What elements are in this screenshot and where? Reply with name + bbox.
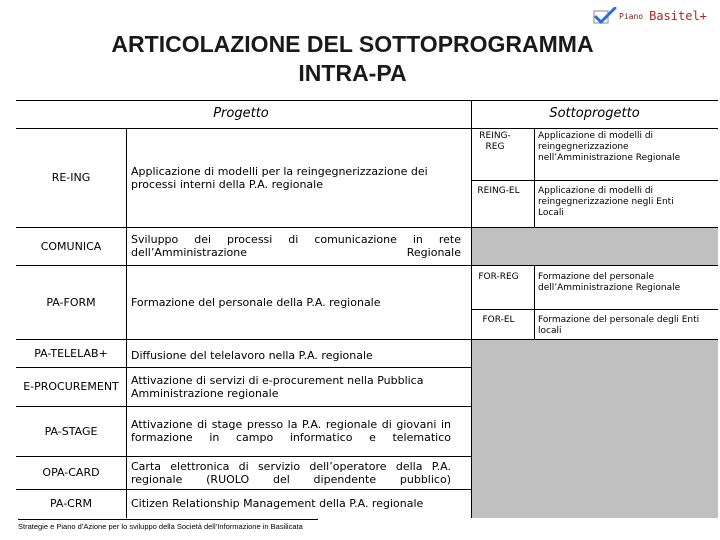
row-code-e-procurement: E-PROCUREMENT (23, 379, 119, 393)
sub-code-for-reg: FOR-REG (478, 272, 519, 282)
row-code-re-ing: RE-ING (51, 171, 91, 184)
row-code-pa-form: PA-FORM (46, 295, 96, 309)
sub-desc-reing-reg: Applicazione di modelli di reingegnerizzazione nell’Amministrazione Regionale (538, 131, 681, 163)
row-desc-pa-crm: Citizen Relationship Management della P.A. regionale (131, 497, 424, 510)
sub-code-reing-reg: REING-REG (479, 131, 511, 152)
page-title (0, 30, 705, 88)
row-desc-pa-telelab: Diffusione del telelavoro nella P.A. regionale (131, 348, 373, 362)
header-bottom-border (16, 128, 718, 129)
articulation-table (16, 100, 718, 518)
row-border-3 (16, 339, 718, 340)
sub-desc-reing-el: Applicazione di modelli di reingegnerizzazione negli Enti Locali (538, 186, 674, 218)
row-border-5 (16, 406, 471, 407)
row-border-6 (16, 456, 471, 457)
sub-border-for (471, 309, 718, 310)
row-border-7 (16, 489, 471, 490)
row-code-comunica: COMUNICA (40, 239, 102, 253)
logo-brand-text: Basitel+ (649, 9, 707, 23)
sub-border-reing (471, 180, 718, 181)
row-border-1 (16, 227, 718, 228)
sub-desc-for-reg: Formazione del personale dell’Amministrazione Regionale (538, 272, 681, 293)
title-line-2: INTRA-PA (298, 60, 407, 86)
empty-cell-comunica (471, 227, 718, 265)
row-border-4 (16, 367, 471, 368)
sub-code-reing-el: REING-EL (477, 186, 520, 196)
sub-code-for-el: FOR-EL (482, 315, 515, 325)
row-desc-pa-form: Formazione del personale della P.A. regionale (131, 295, 381, 309)
basitel-logo (593, 6, 715, 26)
row-code-pa-crm: PA-CRM (50, 497, 92, 510)
empty-cell-rest (471, 339, 718, 518)
header-progetto: Progetto (213, 106, 269, 121)
table-top-border (16, 100, 718, 101)
col-border-sub (534, 128, 535, 227)
logo-piano-text: Piano (619, 11, 644, 21)
row-desc-e-procurement: Attivazione di servizi di e-procurement nella Pubblica Amministrazione regionale (131, 373, 424, 400)
row-desc-opa-card: Carta elettronica di servizio dell’operatore della P.A. regionale (RUOLO del dipendente pubblico) (131, 459, 451, 486)
col-border-2 (471, 100, 472, 518)
sub-desc-for-el: Formazione del personale degli Enti locali (538, 315, 700, 336)
row-desc-re-ing: Applicazione di modelli per la reingegnerizzazione dei processi interni della P.A. regionale (131, 164, 428, 191)
row-desc-comunica: Sviluppo dei processi di comunicazione in rete dell’Amministrazione Regionale (131, 233, 461, 259)
row-code-pa-stage: PA-STAGE (44, 424, 98, 438)
row-code-pa-telelab: PA-TELELAB+ (34, 346, 108, 360)
row-code-opa-card: OPA-CARD (42, 466, 100, 479)
row-desc-pa-stage: Attivazione di stage presso la P.A. regionale di giovani in formazione in campo informatico e telematico (131, 418, 451, 444)
checkmark-icon (593, 7, 617, 25)
header-sottoprogetto: Sottoprogetto (549, 106, 640, 121)
footer-text: Strategie e Piano d’Azione per lo sviluppo della Società dell’Informazione in Basilicata (18, 522, 303, 531)
footer-divider (18, 519, 318, 520)
col-border-1 (126, 128, 127, 518)
col-border-sub-2 (534, 265, 535, 339)
row-border-2 (16, 265, 718, 266)
title-line-1: ARTICOLAZIONE DEL SOTTOPROGRAMMA (111, 31, 594, 57)
